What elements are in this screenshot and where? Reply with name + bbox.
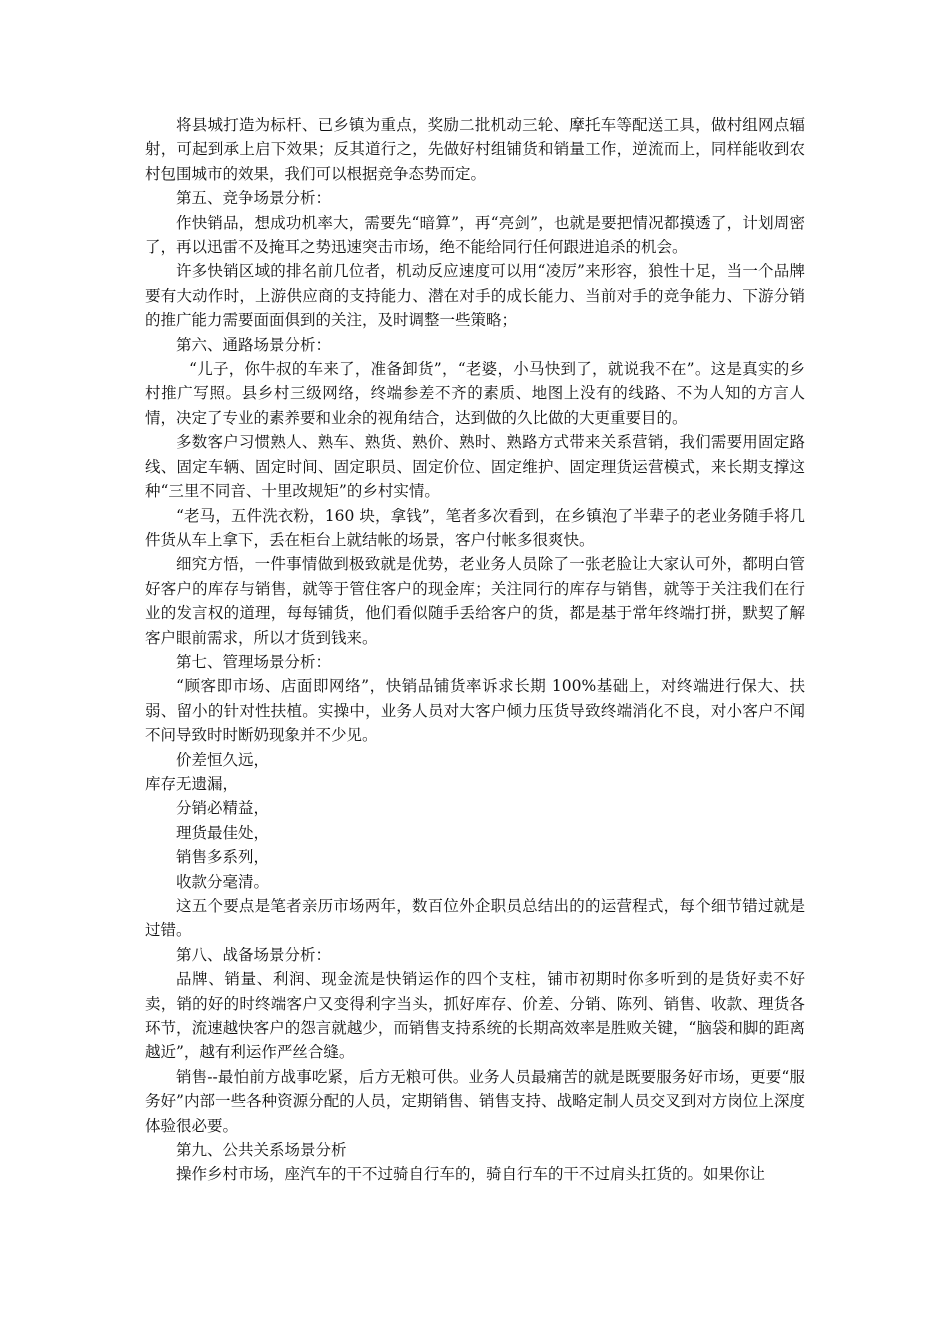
paragraph: “老马，五件洗衣粉，160 块，拿钱”，笔者多次看到，在乡镇泡了半辈子的老业务随手将几件货从车上拿下，丢在柜台上就结帐的场景，客户付帐多很爽快。	[145, 506, 805, 549]
paragraph: 将县城打造为标杆、已乡镇为重点，奖励二批机动三轮、摩托车等配送工具，做村组网点辐射，可起到承上启下效果；反其道行之，先做好村组铺货和销量工作，逆流而上，同样能收到农村包围城市的效果，我们可以根据竞争态势而定。	[145, 116, 805, 183]
verse-line: 分销必精益，	[176, 799, 270, 818]
section-heading-7: 第七、管理场景分析：	[176, 652, 332, 671]
paragraph: 作快销品，想成功机率大，需要先“暗算”，再“亮剑”，也就是要把情况都摸透了，计划周密了，再以迅雷不及掩耳之势迅速突击市场，绝不能给同行任何跟进追杀的机会。	[145, 213, 805, 257]
section-heading-5: 第五、竞争场景分析：	[176, 189, 332, 208]
paragraph: “顾客即市场、店面即网络”，快销品铺货率诉求长期 100%基础上，对终端进行保大、扶弱、留小的针对性扶植。实操中，业务人员对大客户倾力压货导致终端消化不良，对小客户不闻不问导致时时断奶现象并不少见。	[145, 677, 805, 745]
verse-line: 收款分毫清。	[176, 872, 270, 891]
paragraph: 这五个要点是笔者亲历市场两年，数百位外企职员总结出的的运营程式，每个细节错过就是过错。	[145, 897, 805, 940]
verse-line: 价差恒久远，	[176, 750, 270, 769]
verse-line: 理货最佳处，	[176, 823, 270, 842]
paragraph: 多数客户习惯熟人、熟车、熟货、熟价、熟时、熟路方式带来关系营销，我们需要用固定路线、固定车辆、固定时间、固定职员、固定价位、固定维护、固定理货运营模式，来长期支撑这种“三里不同音、十里改规矩”的乡村实情。	[145, 433, 805, 501]
verse-line: 库存无遗漏，	[145, 774, 239, 793]
paragraph: 销售--最怕前方战事吃紧，后方无粮可供。业务人员最痛苦的就是既要服务好市场，更要“服务好”内部一些各种资源分配的人员，定期销售、销售支持、战略定制人员交叉到对方岗位上深度体验很必要。	[145, 1067, 805, 1135]
section-heading-6: 第六、通路场景分析：	[176, 335, 332, 354]
section-heading-8: 第八、战备场景分析：	[176, 945, 332, 964]
document-page	[145, 113, 805, 1187]
paragraph: 细究方悟，一件事情做到极致就是优势，老业务人员除了一张老脸让大家认可外，都明白管好客户的库存与销售，就等于管住客户的现金库；关注同行的库存与销售，就等于关注我们在行业的发言权的道理，每每铺货，他们看似随手丢给客户的货，都是基于常年终端打拼，默契了解客户眼前需求，所以才货到钱来。	[145, 555, 805, 647]
paragraph: 许多快销区域的排名前几位者，机动反应速度可以用“凌厉”来形容，狼性十足，当一个品牌要有大动作时，上游供应商的支持能力、潜在对手的成长能力、当前对手的竞争能力、下游分销的推广能力需要面面俱到的关注，及时调整一些策略；	[145, 262, 805, 330]
paragraph: 品牌、销量、利润、现金流是快销运作的四个支柱，铺市初期时你多听到的是货好卖不好卖，销的好的时终端客户又变得利字当头，抓好库存、价差、分销、陈列、销售、收款、理货各环节，流速越快客户的怨言就越少，而销售支持系统的长期高效率是胜败关键，“脑袋和脚的距离越近”，越有利运作严丝合缝。	[145, 970, 805, 1062]
section-heading-9: 第九、公共关系场景分析	[176, 1141, 347, 1160]
paragraph: “儿子，你牛叔的车来了，准备卸货”，“老婆，小马快到了，就说我不在”。这是真实的乡村推广写照。县乡村三级网络，终端参差不齐的素质、地图上没有的线路、不为人知的方言人情，决定了专业的素养要和业余的视角结合，达到做的久比做的大更重要目的。	[145, 360, 805, 427]
verse-line: 销售多系列，	[176, 848, 270, 867]
paragraph: 操作乡村市场，座汽车的干不过骑自行车的，骑自行车的干不过肩头扛货的。如果你让	[176, 1165, 766, 1184]
